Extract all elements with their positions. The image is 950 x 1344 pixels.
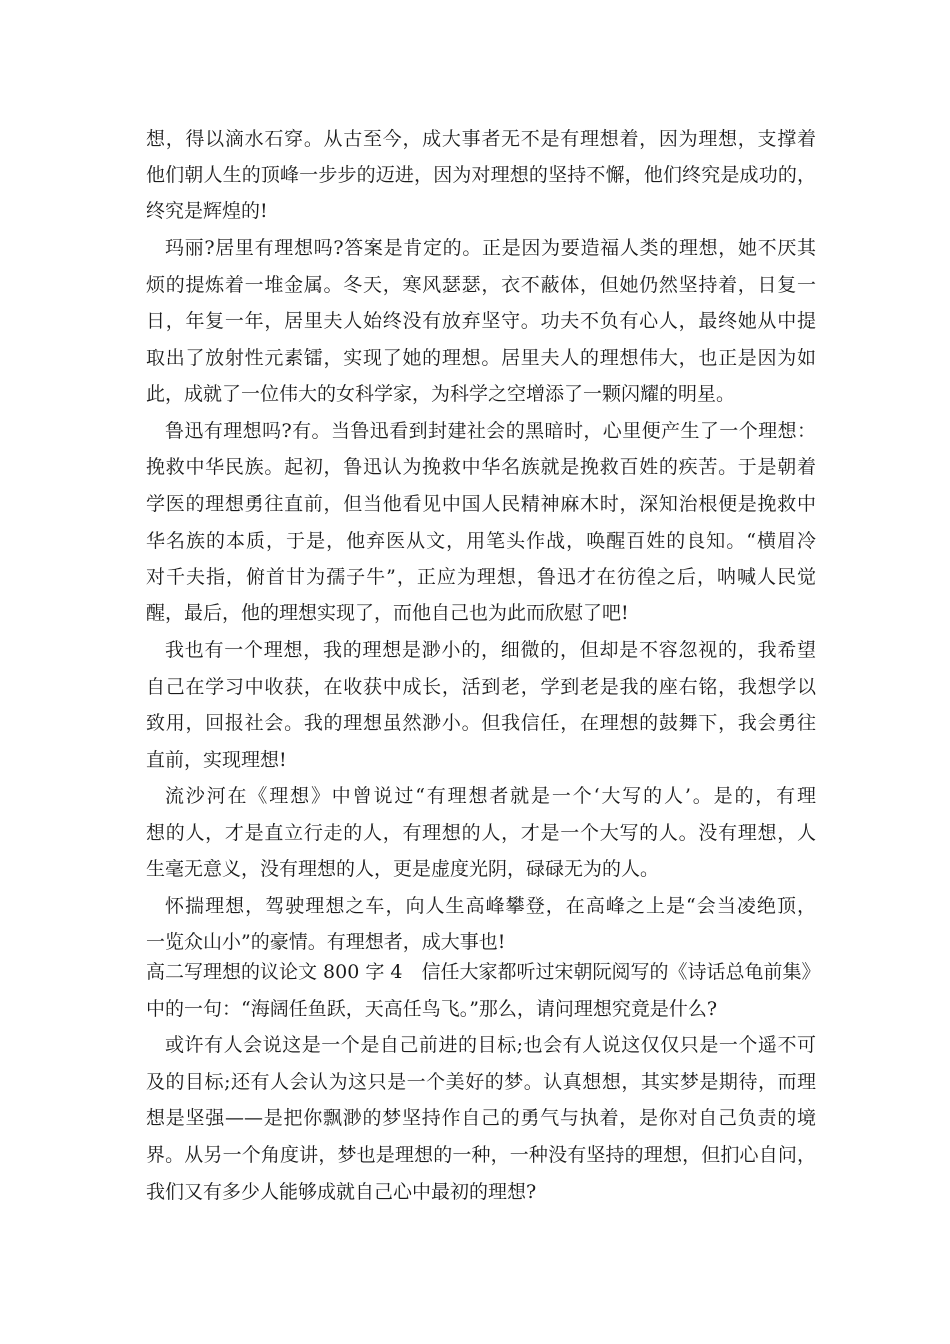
text-line: 中的一句：“海阔任鱼跃，天高任鸟飞。”那么，请问理想究竟是什么? <box>146 998 718 1020</box>
text-line: 醒，最后，他的理想实现了，而他自己也为此而欣慰了吧! <box>146 602 629 624</box>
paragraph-start-line: 玛丽?居里有理想吗?答案是肯定的。正是因为要造福人类的理想，她不厌其 <box>165 237 816 259</box>
text-line: 对千夫指，俯首甘为孺子牛”，正应为理想，鲁迅才在彷徨之后，呐喊人民觉 <box>146 566 816 588</box>
text-line: 挽救中华民族。起初，鲁迅认为挽救中华名族就是挽救百姓的疾苦。于是朝着 <box>146 456 816 478</box>
text-line: 生毫无意义，没有理想的人，更是虚度光阴，碌碌无为的人。 <box>146 858 660 880</box>
text-line: 终究是辉煌的! <box>146 200 268 222</box>
text-line: 此，成就了一位伟大的女科学家，为科学之空增添了一颗闪耀的明星。 <box>146 383 736 405</box>
text-line: 我们又有多少人能够成就自己心中最初的理想? <box>146 1181 537 1203</box>
paragraph-start-line: 流沙河在《理想》中曾说过“有理想者就是一个‘大写的人’。是的，有理 <box>165 785 816 807</box>
section-heading-line: 高二写理想的议论文 800 字 4 信任大家都听过宋朝阮阅写的《诗话总龟前集》 <box>146 961 821 983</box>
text-line: 直前，实现理想! <box>146 749 287 771</box>
text-line: 及的目标;还有人会认为这只是一个美好的梦。认真想想，其实梦是期待，而理 <box>146 1071 816 1093</box>
text-line: 想是坚强——是把你飘渺的梦坚持作自己的勇气与执着，是你对自己负责的境 <box>146 1107 816 1129</box>
text-line: 致用，回报社会。我的理想虽然渺小。但我信任，在理想的鼓舞下，我会勇往 <box>146 712 816 734</box>
text-line: 烦的提炼着一堆金属。冬天，寒风瑟瑟，衣不蔽体，但她仍然坚持着，日复一 <box>146 274 816 296</box>
text-line: 想，得以滴水石穿。从古至今，成大事者无不是有理想着，因为理想，支撑着 <box>146 128 816 150</box>
paragraph-start-line: 鲁迅有理想吗?有。当鲁迅看到封建社会的黑暗时，心里便产生了一个理想： <box>165 420 816 442</box>
paragraph-start-line: 或许有人会说这是一个是自己前进的目标;也会有人说这仅仅只是一个遥不可 <box>165 1034 816 1056</box>
text-line: 华名族的本质，于是，他弃医从文，用笔头作战，唤醒百姓的良知。“横眉冷 <box>146 530 816 552</box>
paragraph-start-line: 怀揣理想，驾驶理想之车，向人生高峰攀登，在高峰之上是“会当凌绝顶， <box>165 895 816 917</box>
text-line: 日，年复一年，居里夫人始终没有放弃坚守。功夫不负有心人，最终她从中提 <box>146 310 816 332</box>
paragraph-start-line: 我也有一个理想，我的理想是渺小的，细微的，但却是不容忽视的，我希望 <box>165 639 816 661</box>
text-line: 他们朝人生的顶峰一步步的迈进，因为对理想的坚持不懈，他们终究是成功的， <box>146 164 816 186</box>
text-line: 取出了放射性元素镭，实现了她的理想。居里夫人的理想伟大，也正是因为如 <box>146 347 816 369</box>
text-line: 自己在学习中收获，在收获中成长，活到老，学到老是我的座右铭，我想学以 <box>146 676 816 698</box>
text-line: 学医的理想勇往直前，但当他看见中国人民精神麻木时，深知治根便是挽救中 <box>146 493 816 515</box>
text-line: 界。从另一个角度讲，梦也是理想的一种，一种没有坚持的理想，但扪心自问， <box>146 1144 816 1166</box>
text-line: 一览众山小”的豪情。有理想者，成大事也! <box>146 931 506 953</box>
text-line: 想的人，才是直立行走的人，有理想的人，才是一个大写的人。没有理想，人 <box>146 822 816 844</box>
